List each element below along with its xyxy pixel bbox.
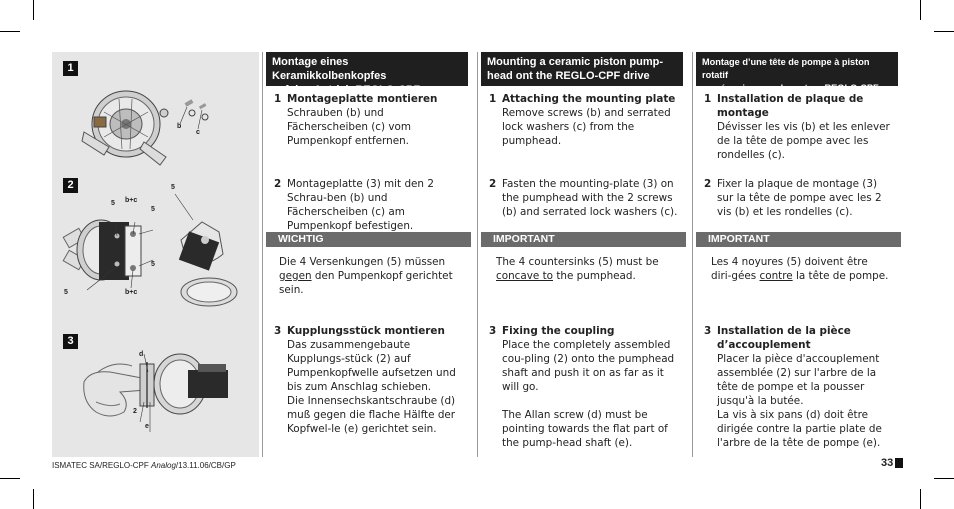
step-title: Montageplatte montieren bbox=[287, 93, 438, 105]
step-title: Fixing the coupling bbox=[502, 325, 615, 337]
page-number: 33 bbox=[881, 457, 894, 469]
crop-mark bbox=[0, 31, 20, 32]
callout-b-c: b+c bbox=[125, 197, 138, 204]
crop-mark bbox=[934, 478, 954, 479]
step-1: 1 Installation de plaque de montage Dévisser les vis (b) et les enlever de la tête de pompe avec les rondelles (c). bbox=[704, 92, 896, 162]
section-header: Mounting a ceramic piston pump- head ont the REGLO-CPF drive bbox=[481, 52, 683, 86]
crop-mark bbox=[934, 31, 954, 32]
step-title: Installation de la pièce d’accouplement bbox=[717, 325, 851, 351]
column-divider bbox=[477, 52, 478, 457]
pumphead-figure-1 bbox=[74, 77, 254, 187]
warning-bar: IMPORTANT bbox=[481, 232, 686, 247]
step-text: The Allan screw (d) must be pointing towards the flat part of the pump-head shaft (e). bbox=[502, 409, 668, 449]
step-text: La vis à six pans (d) doit être dirigée contre la partie plate de l'arbre de la tête de pompe (e). bbox=[717, 409, 882, 449]
crop-mark bbox=[920, 0, 921, 20]
step-text: Remove screws (b) and serrated lock washers (c) from the pumphead. bbox=[502, 107, 671, 147]
warning-bar: WICHTIG bbox=[266, 232, 471, 247]
warning-bar: IMPORTANT bbox=[696, 232, 901, 247]
warning-text: The 4 countersinks (5) must be concave to the pumphead. bbox=[496, 256, 659, 282]
footer-document-info: ISMATEC SA/REGLO-CPF Analog/13.11.06/CB/GP bbox=[52, 461, 236, 470]
step-title: Kupplungsstück montieren bbox=[287, 325, 445, 337]
step-text: Place the completely assembled cou-pling (2) onto the pumphead shaft and push it on as far as it will go. bbox=[502, 339, 675, 393]
callout-b-c: b+c bbox=[125, 289, 138, 296]
step-1: 1 Attaching the mounting plate Remove screws (b) and serrated lock washers (c) from the pumphead. bbox=[489, 92, 681, 148]
step-title: Attaching the mounting plate bbox=[502, 93, 676, 105]
callout-5: 5 bbox=[64, 289, 68, 296]
callout-e: e bbox=[145, 423, 149, 430]
crop-mark bbox=[33, 0, 34, 20]
step-text: Schrauben (b) und Fächerscheiben (c) vom Pumpenkopf entfernen. bbox=[287, 107, 411, 147]
warning-text: Les 4 noyures (5) doivent être diri-gées contre la tête de pompe. bbox=[711, 256, 889, 282]
crop-mark bbox=[33, 489, 34, 509]
crop-mark bbox=[0, 478, 20, 479]
step-text: Dévisser les vis (b) et les enlever de la tête de pompe avec les rondelles (c). bbox=[717, 121, 890, 161]
callout-c: c bbox=[196, 129, 200, 136]
callout-5: 5 bbox=[151, 206, 155, 213]
step-text: Das zusammengebaute Kupplungs-stück (2) auf Pumpenkopfwelle aufsetzen und bis zum Anschlag schieben. bbox=[287, 339, 456, 393]
page-marker bbox=[895, 458, 903, 468]
step-2: 2 Fixer la plaque de montage (3) sur la tête de pompe avec les 2 vis (b) et les rondelles (c). bbox=[704, 177, 896, 219]
callout-5: 5 bbox=[111, 200, 115, 207]
callout-2: 2 bbox=[133, 408, 137, 415]
step-text: Die Innensechskantschraube (d) muß gegen die flache Hälfte der Kopfwel-le (e) gerichtet sein. bbox=[287, 395, 456, 435]
step-2: 2 Montageplatte (3) mit den 2 Schrau-ben (b) und Fächerscheiben (c) am Pumpenkopf befestigen. bbox=[274, 177, 466, 233]
step-3: 3 Installation de la pièce d’accouplement Placer la pièce d'accouplement assemblée (2) sur l'arbre de la tête de pompe et la pousser jusqu'à la butée. La vis à six pans (d) doit être dirigée contre la partie plate de l'arbre de la tête de pompe (e). bbox=[704, 324, 896, 450]
figure-3-badge: 3 bbox=[63, 334, 78, 349]
step-1: 1 Montageplatte montieren Schrauben (b) und Fächerscheiben (c) vom Pumpenkopf entfernen. bbox=[274, 92, 466, 148]
step-title: Installation de plaque de montage bbox=[717, 93, 864, 119]
figure-1-badge: 1 bbox=[63, 61, 78, 76]
section-header: Montage d’une tête de pompe à piston rotatif en céramique sur le moteur REGLO-CPF bbox=[696, 52, 898, 86]
step-text: Montageplatte (3) mit den 2 Schrau-ben (b) und Fächerscheiben (c) am Pumpenkopf befestigen. bbox=[287, 178, 434, 232]
callout-b: b bbox=[177, 123, 182, 130]
column-divider bbox=[262, 52, 263, 457]
step-2: 2 Fasten the mounting-plate (3) on the pumphead with the 2 screws (b) and serrated lock washers (c). bbox=[489, 177, 681, 219]
warning-text: Die 4 Versenkungen (5) müssen gegen den Pumpenkopf gerichtet sein. bbox=[279, 256, 453, 296]
figure-panel bbox=[52, 52, 259, 457]
column-divider bbox=[692, 52, 693, 457]
step-text: Placer la pièce d'accouplement assemblée (2) sur l'arbre de la tête de pompe et la pousser jusqu'à la butée. bbox=[717, 353, 880, 407]
step-text: Fixer la plaque de montage (3) sur la tête de pompe avec les 2 vis (b) et les rondelles (c). bbox=[717, 178, 882, 218]
figure-2-badge: 2 bbox=[63, 178, 78, 193]
step-3: 3 Fixing the coupling Place the completely assembled cou-pling (2) onto the pumphead shaft and push it on as far as it will go. The Allan screw (d) must be pointing towards the flat part of the pump-head shaft (e). bbox=[489, 324, 681, 450]
section-header: Montage eines Keramikkolbenkopfes auf den Antrieb REGLO-CPF bbox=[266, 52, 468, 86]
callout-5: 5 bbox=[151, 261, 155, 268]
crop-mark bbox=[920, 489, 921, 509]
callout-5: 5 bbox=[171, 184, 175, 191]
callout-d: d bbox=[139, 351, 144, 358]
coupling-figure-3 bbox=[80, 342, 250, 437]
step-3: 3 Kupplungsstück montieren Das zusammengebaute Kupplungs-stück (2) auf Pumpenkopfwelle aufsetzen und bis zum Anschlag schieben. Die Innensechskantschraube (d) muß gegen die flache Hälfte der Kopfwel-le (e) gerichtet sein. bbox=[274, 324, 466, 436]
step-text: Fasten the mounting-plate (3) on the pumphead with the 2 screws (b) and serrated lock washers (c). bbox=[502, 178, 678, 218]
pumphead-figure-2 bbox=[57, 192, 257, 312]
